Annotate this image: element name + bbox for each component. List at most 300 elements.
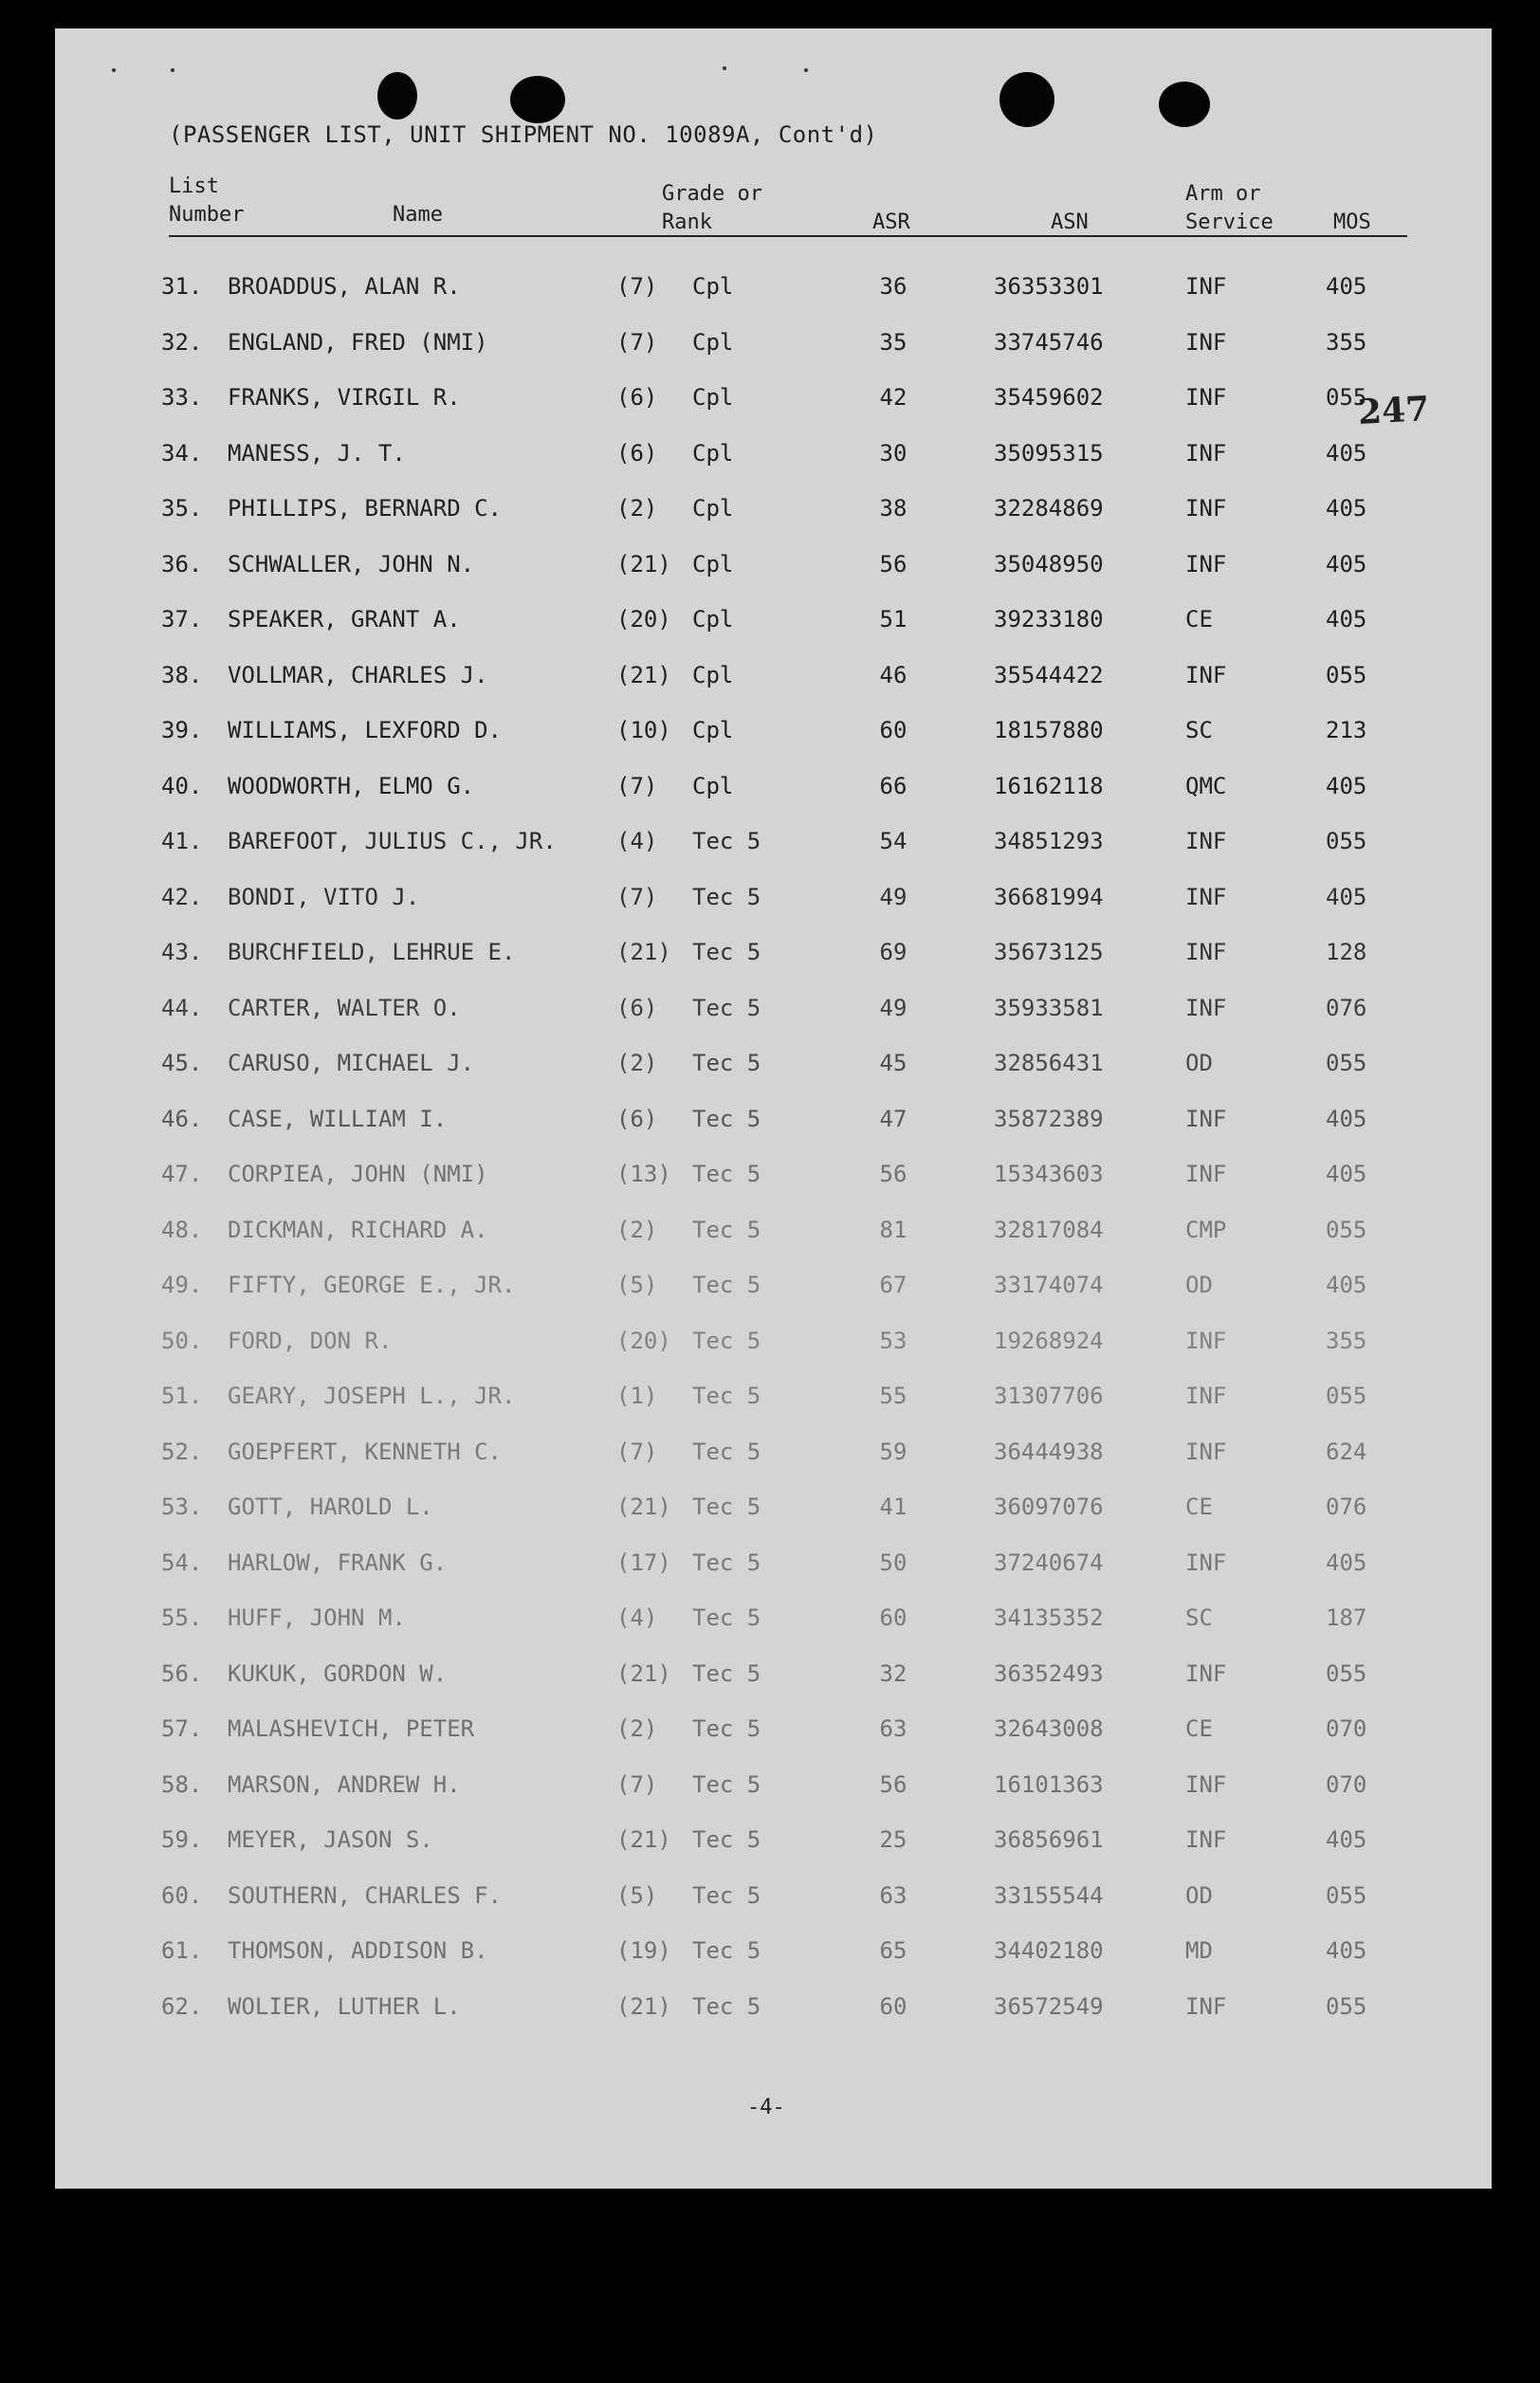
row-arm-service: INF <box>1185 328 1227 356</box>
row-grade: (2) <box>616 1216 658 1243</box>
row-rank: Cpl <box>692 495 734 522</box>
row-rank: Cpl <box>692 717 734 743</box>
row-mos: 055 <box>1326 384 1367 411</box>
row-list-number: 47. <box>161 1161 203 1187</box>
row-rank: Tec 5 <box>692 1383 761 1409</box>
row-asn: 15343603 <box>994 1161 1104 1187</box>
row-grade: (4) <box>616 1604 658 1631</box>
header-grade-rank <box>662 180 762 237</box>
row-mos: 070 <box>1326 1770 1367 1798</box>
paper-speck <box>804 68 808 72</box>
header-list-label: List <box>169 174 219 198</box>
row-name: HUFF, JOHN M. <box>228 1604 406 1631</box>
row-list-number: 32. <box>161 328 203 356</box>
table-row <box>55 1383 1492 1439</box>
table-row <box>55 1050 1492 1106</box>
row-grade: (6) <box>616 384 658 411</box>
row-arm-service: CE <box>1185 606 1213 632</box>
row-rank: Cpl <box>692 772 734 799</box>
row-grade: (10) <box>616 717 671 743</box>
table-row <box>55 1272 1492 1328</box>
table-row <box>55 1494 1492 1549</box>
row-arm-service: INF <box>1185 1327 1227 1354</box>
table-row <box>55 1439 1492 1494</box>
row-grade: (7) <box>616 328 658 356</box>
row-asr: 32 <box>879 1659 908 1687</box>
row-arm-service: INF <box>1185 1438 1227 1465</box>
row-name: GOTT, HAROLD L. <box>228 1494 433 1520</box>
header-name <box>393 201 443 229</box>
row-list-number: 40. <box>161 772 203 799</box>
table-row <box>55 1715 1492 1771</box>
row-mos: 187 <box>1326 1604 1367 1631</box>
row-mos: 405 <box>1326 1549 1367 1576</box>
row-mos: 055 <box>1326 1383 1367 1409</box>
row-grade: (17) <box>616 1549 671 1576</box>
row-name: DICKMAN, RICHARD A. <box>228 1216 488 1243</box>
table-row <box>55 1882 1492 1938</box>
row-asn: 33174074 <box>994 1272 1104 1298</box>
row-asn: 36572549 <box>994 1992 1104 2020</box>
row-asn: 16101363 <box>994 1770 1104 1798</box>
passenger-table <box>55 273 1492 2048</box>
row-mos: 405 <box>1326 1826 1367 1853</box>
row-rank: Tec 5 <box>692 1604 761 1631</box>
table-row <box>55 717 1492 773</box>
row-asr: 60 <box>879 1604 908 1631</box>
row-mos: 405 <box>1326 1937 1367 1964</box>
row-rank: Tec 5 <box>692 1438 761 1465</box>
row-name: BAREFOOT, JULIUS C., JR. <box>228 828 557 854</box>
row-asr: 41 <box>879 1494 908 1520</box>
row-mos: 405 <box>1326 606 1367 632</box>
header-arm-label: Arm or <box>1185 182 1261 206</box>
row-arm-service: INF <box>1185 1549 1227 1576</box>
row-list-number: 45. <box>161 1050 203 1076</box>
row-asr: 59 <box>879 1438 908 1465</box>
table-row <box>55 384 1492 440</box>
row-grade: (7) <box>616 273 658 300</box>
header-grade-label: Grade or <box>662 182 762 206</box>
row-name: MEYER, JASON S. <box>228 1826 433 1853</box>
row-arm-service: CE <box>1185 1494 1213 1520</box>
row-name: VOLLMAR, CHARLES J. <box>228 661 488 688</box>
row-grade: (21) <box>616 939 671 965</box>
header-asn <box>1051 209 1089 237</box>
table-row <box>55 440 1492 496</box>
row-mos: 055 <box>1326 1992 1367 2020</box>
row-rank: Tec 5 <box>692 1992 761 2020</box>
row-grade: (21) <box>616 1992 671 2020</box>
row-asn: 31307706 <box>994 1383 1104 1409</box>
row-name: THOMSON, ADDISON B. <box>228 1937 488 1964</box>
row-name: HARLOW, FRANK G. <box>228 1549 448 1576</box>
row-rank: Cpl <box>692 606 734 632</box>
row-asr: 49 <box>879 883 908 910</box>
row-asn: 33745746 <box>994 328 1104 356</box>
header-asr <box>872 209 910 237</box>
row-asn: 18157880 <box>994 717 1104 743</box>
row-mos: 355 <box>1326 328 1367 356</box>
row-asr: 36 <box>879 273 908 300</box>
row-grade: (2) <box>616 1715 658 1742</box>
row-arm-service: INF <box>1185 883 1227 910</box>
row-list-number: 39. <box>161 717 203 743</box>
row-mos: 405 <box>1326 1105 1367 1132</box>
row-asn: 35673125 <box>994 939 1104 965</box>
row-grade: (7) <box>616 1770 658 1798</box>
row-list-number: 31. <box>161 273 203 300</box>
row-asr: 56 <box>879 550 908 577</box>
table-row <box>55 1161 1492 1217</box>
row-name: WOODWORTH, ELMO G. <box>228 772 475 799</box>
table-row <box>55 1328 1492 1384</box>
row-list-number: 57. <box>161 1715 203 1742</box>
table-row <box>55 662 1492 718</box>
row-arm-service: INF <box>1185 1826 1227 1853</box>
row-mos: 055 <box>1326 1216 1367 1243</box>
row-arm-service: OD <box>1185 1881 1213 1909</box>
table-row <box>55 1106 1492 1162</box>
row-grade: (7) <box>616 772 658 799</box>
row-rank: Tec 5 <box>692 828 761 854</box>
row-name: GOEPFERT, KENNETH C. <box>228 1438 502 1465</box>
row-asn: 35544422 <box>994 661 1104 688</box>
row-asn: 32284869 <box>994 495 1104 522</box>
row-asr: 49 <box>879 994 908 1021</box>
row-list-number: 53. <box>161 1494 203 1520</box>
row-mos: 055 <box>1326 1659 1367 1687</box>
row-grade: (20) <box>616 606 671 632</box>
row-rank: Tec 5 <box>692 1272 761 1298</box>
row-name: FORD, DON R. <box>228 1327 393 1354</box>
row-grade: (4) <box>616 828 658 854</box>
header-list-number <box>169 173 244 229</box>
row-rank: Cpl <box>692 661 734 688</box>
row-asr: 69 <box>879 939 908 965</box>
row-asr: 54 <box>879 828 908 854</box>
row-name: FIFTY, GEORGE E., JR. <box>228 1272 516 1298</box>
row-grade: (7) <box>616 883 658 910</box>
row-name: MARSON, ANDREW H. <box>228 1770 461 1798</box>
stamp-number: 247 <box>1356 389 1431 432</box>
row-asr: 53 <box>879 1327 908 1354</box>
row-arm-service: INF <box>1185 1105 1227 1132</box>
row-name: WILLIAMS, LEXFORD D. <box>228 717 502 743</box>
row-mos: 405 <box>1326 1161 1367 1187</box>
paper-speck <box>112 68 116 72</box>
row-rank: Tec 5 <box>692 939 761 965</box>
row-name: BROADDUS, ALAN R. <box>228 273 461 300</box>
row-list-number: 49. <box>161 1272 203 1298</box>
row-name: SPEAKER, GRANT A. <box>228 606 461 632</box>
header-mos-label: MOS <box>1333 211 1371 234</box>
paper-speck <box>723 66 726 70</box>
table-row <box>55 1549 1492 1605</box>
row-grade: (6) <box>616 1105 658 1132</box>
row-list-number: 44. <box>161 994 203 1021</box>
header-rule <box>169 235 1407 237</box>
row-rank: Tec 5 <box>692 1105 761 1132</box>
header-name-label: Name <box>393 203 443 227</box>
row-arm-service: INF <box>1185 994 1227 1021</box>
row-rank: Tec 5 <box>692 883 761 910</box>
row-arm-service: OD <box>1185 1050 1213 1076</box>
row-mos: 055 <box>1326 1050 1367 1076</box>
row-asr: 65 <box>879 1937 908 1964</box>
row-rank: Tec 5 <box>692 1715 761 1742</box>
row-list-number: 42. <box>161 883 203 910</box>
row-list-number: 50. <box>161 1327 203 1354</box>
header-asr-label: ASR <box>872 211 910 234</box>
row-name: SOUTHERN, CHARLES F. <box>228 1881 502 1909</box>
table-row <box>55 773 1492 829</box>
row-grade: (5) <box>616 1881 658 1909</box>
row-mos: 055 <box>1326 828 1367 854</box>
row-asr: 47 <box>879 1105 908 1132</box>
row-asn: 35048950 <box>994 550 1104 577</box>
row-asn: 35095315 <box>994 439 1104 467</box>
row-asr: 25 <box>879 1826 908 1853</box>
table-row <box>55 828 1492 884</box>
row-mos: 055 <box>1326 661 1367 688</box>
row-name: CARUSO, MICHAEL J. <box>228 1050 475 1076</box>
table-row <box>55 606 1492 662</box>
row-grade: (5) <box>616 1272 658 1298</box>
row-grade: (21) <box>616 550 671 577</box>
row-rank: Tec 5 <box>692 1161 761 1187</box>
row-grade: (2) <box>616 1050 658 1076</box>
row-arm-service: CE <box>1185 1715 1213 1742</box>
row-grade: (2) <box>616 495 658 522</box>
row-list-number: 51. <box>161 1383 203 1409</box>
row-grade: (1) <box>616 1383 658 1409</box>
row-arm-service: SC <box>1185 717 1213 743</box>
row-asr: 60 <box>879 1992 908 2020</box>
row-arm-service: INF <box>1185 1992 1227 2020</box>
row-arm-service: MD <box>1185 1937 1213 1964</box>
row-mos: 624 <box>1326 1438 1367 1465</box>
row-arm-service: INF <box>1185 828 1227 854</box>
row-name: CASE, WILLIAM I. <box>228 1105 448 1132</box>
row-rank: Tec 5 <box>692 1216 761 1243</box>
row-grade: (21) <box>616 661 671 688</box>
row-rank: Tec 5 <box>692 1826 761 1853</box>
row-arm-service: OD <box>1185 1272 1213 1298</box>
table-row <box>55 995 1492 1051</box>
table-row <box>55 1604 1492 1660</box>
row-grade: (6) <box>616 994 658 1021</box>
row-name: SCHWALLER, JOHN N. <box>228 550 475 577</box>
row-mos: 405 <box>1326 439 1367 467</box>
row-asr: 51 <box>879 606 908 632</box>
row-rank: Tec 5 <box>692 1881 761 1909</box>
row-arm-service: CMP <box>1185 1216 1227 1243</box>
document-title: (PASSENGER LIST, UNIT SHIPMENT NO. 10089A, Cont'd) <box>169 121 878 148</box>
table-row <box>55 273 1492 329</box>
table-row <box>55 1217 1492 1273</box>
row-grade: (13) <box>616 1161 671 1187</box>
row-mos: 405 <box>1326 495 1367 522</box>
row-mos: 070 <box>1326 1715 1367 1742</box>
row-grade: (21) <box>616 1494 671 1520</box>
row-grade: (6) <box>616 439 658 467</box>
table-row <box>55 939 1492 995</box>
row-arm-service: INF <box>1185 1770 1227 1798</box>
row-asn: 36352493 <box>994 1659 1104 1687</box>
row-mos: 405 <box>1326 883 1367 910</box>
row-rank: Tec 5 <box>692 1050 761 1076</box>
row-list-number: 36. <box>161 550 203 577</box>
row-name: BONDI, VITO J. <box>228 883 420 910</box>
row-list-number: 62. <box>161 1992 203 2020</box>
row-asn: 32643008 <box>994 1715 1104 1742</box>
row-list-number: 38. <box>161 661 203 688</box>
row-arm-service: INF <box>1185 661 1227 688</box>
row-name: GEARY, JOSEPH L., JR. <box>228 1383 516 1409</box>
punch-hole <box>1159 82 1210 127</box>
row-arm-service: QMC <box>1185 772 1227 799</box>
row-asn: 35933581 <box>994 994 1104 1021</box>
row-list-number: 54. <box>161 1549 203 1576</box>
row-mos: 405 <box>1326 550 1367 577</box>
row-asr: 30 <box>879 439 908 467</box>
row-name: CORPIEA, JOHN (NMI) <box>228 1161 488 1187</box>
row-arm-service: SC <box>1185 1604 1213 1631</box>
row-asn: 34402180 <box>994 1937 1104 1964</box>
row-asr: 55 <box>879 1383 908 1409</box>
table-row <box>55 1826 1492 1882</box>
row-grade: (21) <box>616 1826 671 1853</box>
row-arm-service: INF <box>1185 1659 1227 1687</box>
row-asn: 36444938 <box>994 1438 1104 1465</box>
row-asr: 66 <box>879 772 908 799</box>
row-arm-service: INF <box>1185 439 1227 467</box>
row-asr: 35 <box>879 328 908 356</box>
row-rank: Cpl <box>692 273 734 300</box>
page-number: -4- <box>747 2096 785 2119</box>
row-grade: (20) <box>616 1327 671 1354</box>
row-list-number: 55. <box>161 1604 203 1631</box>
row-asr: 56 <box>879 1770 908 1798</box>
row-mos: 213 <box>1326 717 1367 743</box>
row-name: PHILLIPS, BERNARD C. <box>228 495 502 522</box>
row-name: CARTER, WALTER O. <box>228 994 461 1021</box>
row-grade: (21) <box>616 1659 671 1687</box>
row-arm-service: INF <box>1185 939 1227 965</box>
row-list-number: 56. <box>161 1659 203 1687</box>
row-asr: 38 <box>879 495 908 522</box>
row-asn: 16162118 <box>994 772 1104 799</box>
row-mos: 405 <box>1326 1272 1367 1298</box>
row-rank: Cpl <box>692 439 734 467</box>
row-list-number: 60. <box>161 1881 203 1909</box>
row-list-number: 34. <box>161 439 203 467</box>
row-name: MANESS, J. T. <box>228 439 406 467</box>
row-mos: 076 <box>1326 1494 1367 1520</box>
row-rank: Cpl <box>692 384 734 411</box>
row-asr: 56 <box>879 1161 908 1187</box>
punch-hole <box>510 76 565 123</box>
row-arm-service: INF <box>1185 550 1227 577</box>
row-list-number: 46. <box>161 1105 203 1132</box>
row-arm-service: INF <box>1185 495 1227 522</box>
table-row <box>55 1993 1492 2049</box>
row-asn: 19268924 <box>994 1327 1104 1354</box>
document-page <box>55 28 1492 2189</box>
row-asn: 35872389 <box>994 1105 1104 1132</box>
row-asn: 32817084 <box>994 1216 1104 1243</box>
row-list-number: 61. <box>161 1937 203 1964</box>
row-name: ENGLAND, FRED (NMI) <box>228 328 488 356</box>
table-row <box>55 1660 1492 1716</box>
table-row <box>55 551 1492 607</box>
row-mos: 055 <box>1326 1881 1367 1909</box>
header-rank-label: Rank <box>662 211 712 234</box>
row-asn: 34135352 <box>994 1604 1104 1631</box>
row-asr: 45 <box>879 1050 908 1076</box>
table-row <box>55 1937 1492 1993</box>
row-rank: Tec 5 <box>692 1770 761 1798</box>
row-asn: 39233180 <box>994 606 1104 632</box>
row-rank: Tec 5 <box>692 994 761 1021</box>
row-grade: (19) <box>616 1937 671 1964</box>
row-asr: 63 <box>879 1715 908 1742</box>
header-number-label: Number <box>169 203 245 227</box>
row-mos: 405 <box>1326 273 1367 300</box>
row-arm-service: INF <box>1185 273 1227 300</box>
row-asr: 67 <box>879 1272 908 1298</box>
row-name: KUKUK, GORDON W. <box>228 1659 448 1687</box>
row-asr: 42 <box>879 384 908 411</box>
row-rank: Tec 5 <box>692 1659 761 1687</box>
row-list-number: 37. <box>161 606 203 632</box>
row-rank: Tec 5 <box>692 1494 761 1520</box>
row-mos: 405 <box>1326 772 1367 799</box>
row-arm-service: INF <box>1185 1161 1227 1187</box>
row-asn: 35459602 <box>994 384 1104 411</box>
row-list-number: 43. <box>161 939 203 965</box>
row-asr: 50 <box>879 1549 908 1576</box>
row-asn: 36097076 <box>994 1494 1104 1520</box>
row-list-number: 48. <box>161 1216 203 1243</box>
row-grade: (7) <box>616 1438 658 1465</box>
row-name: BURCHFIELD, LEHRUE E. <box>228 939 516 965</box>
row-rank: Tec 5 <box>692 1937 761 1964</box>
row-asr: 46 <box>879 661 908 688</box>
table-row <box>55 884 1492 940</box>
row-rank: Tec 5 <box>692 1549 761 1576</box>
table-row <box>55 495 1492 551</box>
row-mos: 076 <box>1326 994 1367 1021</box>
paper-speck <box>171 68 174 72</box>
row-mos: 355 <box>1326 1327 1367 1354</box>
row-rank: Tec 5 <box>692 1327 761 1354</box>
row-arm-service: INF <box>1185 384 1227 411</box>
row-asn: 32856431 <box>994 1050 1104 1076</box>
row-arm-service: INF <box>1185 1383 1227 1409</box>
row-list-number: 52. <box>161 1438 203 1465</box>
header-mos <box>1333 209 1371 237</box>
row-name: WOLIER, LUTHER L. <box>228 1992 461 2020</box>
row-list-number: 59. <box>161 1826 203 1853</box>
row-mos: 128 <box>1326 939 1367 965</box>
header-asn-label: ASN <box>1051 211 1089 234</box>
row-name: FRANKS, VIRGIL R. <box>228 384 461 411</box>
row-rank: Cpl <box>692 328 734 356</box>
row-asr: 81 <box>879 1216 908 1243</box>
header-service-label: Service <box>1185 211 1274 234</box>
